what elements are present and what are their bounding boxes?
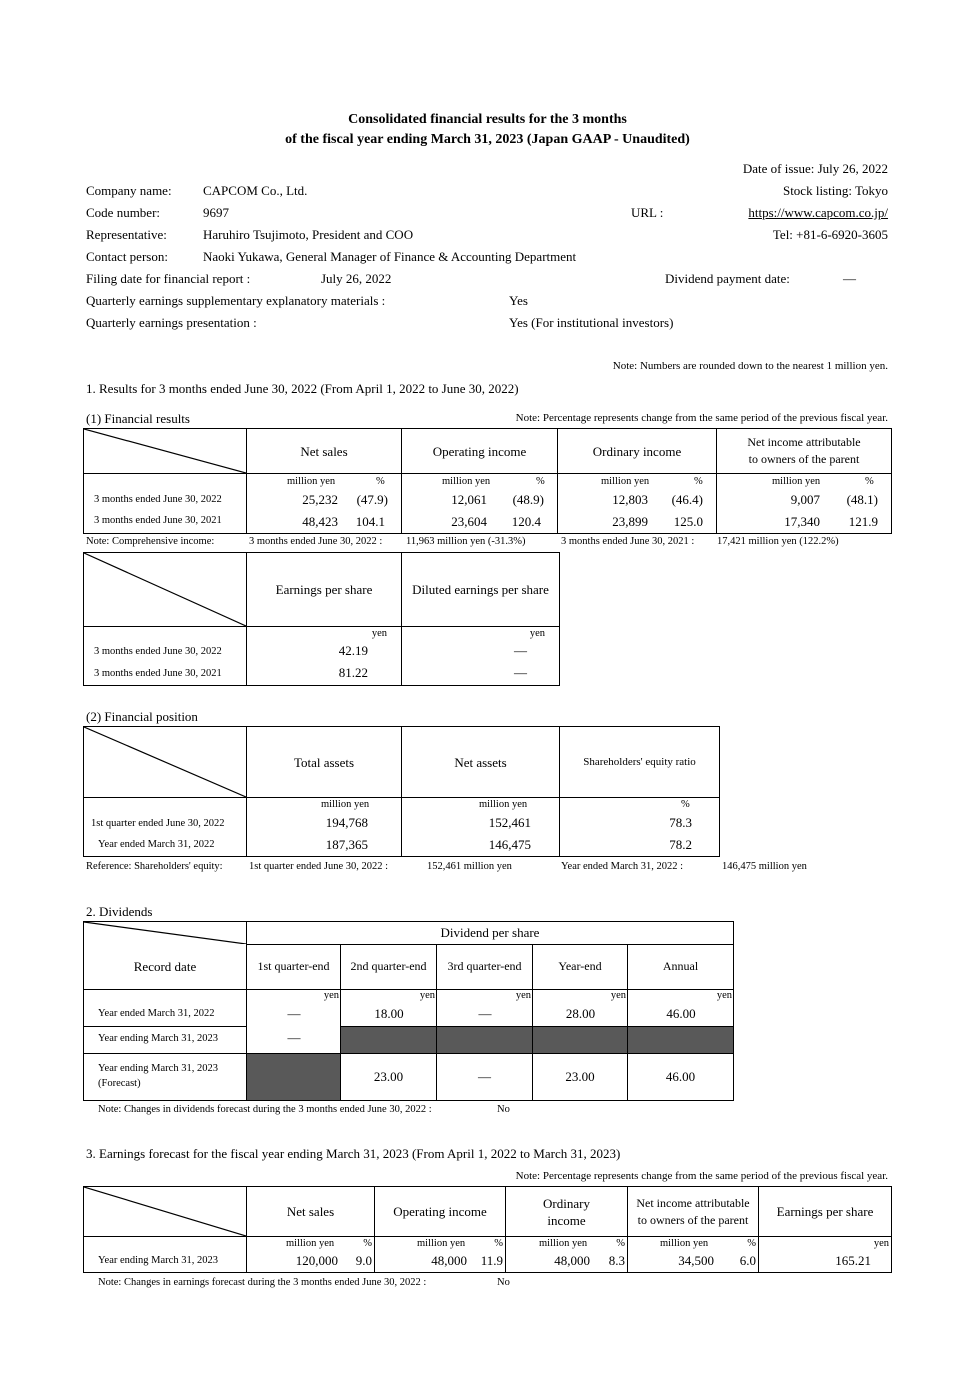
value-cell: 187,365 [325, 837, 368, 852]
value-cell: 28.00 [565, 1005, 596, 1021]
value-cell: 23.00 [341, 1053, 437, 1100]
div-cell [437, 989, 533, 1026]
ci-2022-label: 3 months ended June 30, 2022 : [249, 536, 383, 547]
value-cell: 11.9 [480, 1253, 503, 1268]
row-label-cell [84, 1026, 247, 1053]
forecast-pct-note: Note: Percentage represents change from the same period of the previous fiscal year. [515, 1170, 888, 1182]
diagonal-header-cell [84, 922, 247, 945]
value-cell: ― [437, 1053, 533, 1100]
rounding-note: Note: Numbers are rounded down to the nearest 1 million yen. [612, 360, 888, 372]
value-cell: 12,061 [451, 492, 487, 507]
unit-million-yen: million yen [660, 1238, 709, 1249]
row-label-q1: 1st quarter ended June 30, 2022 [91, 818, 225, 829]
col-net-income-line1: Net income attributable [747, 435, 861, 449]
section1-heading: 1. Results for 3 months ended June 30, 2022 (From April 1, 2022 to June 30, 2022) [86, 381, 519, 396]
forecast-net-sales [247, 1237, 375, 1273]
row-label-year: Year ended March 31, 2022 [98, 839, 215, 850]
diagonal-header-cell [84, 727, 247, 798]
diagonal-header-cell [84, 553, 247, 627]
reference-q1-value: 152,461 million yen [427, 861, 512, 872]
unit-pct: % [747, 1238, 756, 1249]
stock-listing: Stock listing: Tokyo [782, 183, 888, 198]
code-label: Code number: [86, 205, 161, 220]
unit-pct: % [681, 799, 690, 810]
row-label-2021: 3 months ended June 30, 2021 [94, 515, 222, 526]
value-cell: (47.9) [356, 492, 388, 507]
value-cell: 46.00 [628, 1053, 734, 1100]
financial-results-subheading: (1) Financial results [86, 411, 190, 426]
col-ordinary-income: Ordinary income [558, 429, 717, 474]
financial-results-table [83, 428, 892, 534]
telephone: Tel: +81-6-6920-3605 [772, 227, 888, 242]
unit-million-yen: million yen [539, 1238, 588, 1249]
col-net-assets: Net assets [402, 727, 560, 798]
ordinary-income-values [558, 474, 717, 534]
col-ordinary-line2: income [547, 1212, 586, 1228]
dividend-date-label: Dividend payment date: [665, 271, 790, 286]
date-of-issue: Date of issue: July 26, 2022 [742, 161, 888, 176]
row-label-cell [84, 989, 247, 1026]
ci-2022-value: 11,963 million yen (-31.3%) [406, 536, 526, 547]
dividend-per-share-header: Dividend per share [247, 922, 734, 945]
col-eps: Earnings per share [759, 1187, 892, 1237]
earnings-forecast-note-value: No [497, 1277, 510, 1288]
total-assets-values [247, 798, 402, 857]
filing-date-value: July 26, 2022 [321, 271, 392, 286]
section2-heading: 2. Dividends [86, 904, 153, 919]
col-total-assets: Total assets [247, 727, 402, 798]
unit-million-yen: million yen [479, 799, 528, 810]
filing-date-label: Filing date for financial report : [86, 271, 251, 286]
reference-year-value: 146,475 million yen [722, 861, 807, 872]
unit-yen: yen [873, 1238, 889, 1249]
col-net-income-parent [717, 429, 892, 474]
value-cell: 78.3 [669, 815, 692, 830]
row-label-2022: 3 months ended June 30, 2022 [94, 494, 222, 505]
value-cell: 48,000 [554, 1253, 590, 1268]
earnings-forecast-table [83, 1186, 892, 1273]
value-cell: 120,000 [295, 1253, 338, 1268]
presentation-value: Yes (For institutional investors) [509, 315, 674, 330]
unit-pct: % [865, 476, 874, 487]
company-label: Company name: [86, 183, 172, 198]
diagonal-header-cell [84, 1187, 247, 1237]
doc-title-line2: of the fiscal year ending March 31, 2023 (Japan GAAP - Unaudited) [285, 132, 690, 147]
value-cell: 120.4 [511, 514, 541, 529]
pct-change-note: Note: Percentage represents change from the same period of the previous fiscal year. [515, 412, 888, 424]
representative-label: Representative: [86, 227, 167, 242]
value-cell: 46.00 [666, 1005, 696, 1021]
reference-q1-label: 1st quarter ended June 30, 2022 : [249, 861, 389, 872]
diluted-eps-values [402, 627, 560, 686]
value-cell: 104.1 [355, 514, 385, 529]
record-date-header: Record date [84, 944, 247, 989]
row-label-cell [84, 1237, 247, 1273]
equity-ratio-values [560, 798, 720, 857]
eps-table [83, 552, 560, 686]
net-income-values [717, 474, 892, 534]
diagonal-header-cell [84, 429, 247, 474]
col-net-sales: Net sales [247, 1187, 375, 1237]
row-label-2022: 3 months ended June 30, 2022 [94, 646, 222, 657]
div-cell [533, 989, 628, 1026]
financial-position-subheading: (2) Financial position [86, 709, 198, 724]
dividend-date-value: ― [843, 271, 856, 286]
value-cell: 9,007 [790, 492, 820, 507]
shaded-cell [247, 1053, 341, 1100]
unit-million-yen: million yen [601, 476, 650, 487]
value-cell: 17,340 [784, 514, 820, 529]
col-annual: Annual [628, 944, 734, 989]
row-label-forecast-line2: (Forecast) [98, 1077, 141, 1089]
value-cell: 34,500 [678, 1253, 714, 1268]
unit-million-yen: million yen [286, 1238, 335, 1249]
value-cell: (48.1) [846, 492, 878, 507]
section3-heading: 3. Earnings forecast for the fiscal year ending March 31, 2023 (From April 1, 2022 to March 31, 2023) [86, 1146, 621, 1161]
col-3rd-quarter: 3rd quarter-end [437, 944, 533, 989]
col-net-income-line2: to owners of the parent [748, 452, 860, 466]
unit-yen: yen [515, 989, 531, 1001]
value-cell: ― [287, 1005, 301, 1021]
col-1st-quarter: 1st quarter-end [247, 944, 341, 989]
col-net-income-parent [628, 1187, 759, 1237]
value-cell: 152,461 [488, 815, 531, 830]
col-net-income-line2: to owners of the parent [637, 1212, 749, 1227]
unit-million-yen: million yen [321, 799, 370, 810]
row-label-fy2022: Year ended March 31, 2022 [98, 1007, 215, 1019]
net-sales-values [247, 474, 402, 534]
unit-million-yen: million yen [287, 476, 336, 487]
div-cell [247, 1026, 341, 1053]
value-cell: 165.21 [835, 1253, 871, 1268]
value-cell: ― [514, 665, 527, 680]
value-cell: 8.3 [608, 1253, 625, 1268]
unit-pct: % [363, 1238, 372, 1249]
col-net-sales: Net sales [247, 429, 402, 474]
representative-value: Haruhiro Tsujimoto, President and COO [203, 227, 414, 242]
unit-yen: yen [716, 989, 732, 1001]
presentation-label: Quarterly earnings presentation : [86, 315, 257, 330]
unit-pct: % [616, 1238, 625, 1249]
value-cell: 23,604 [451, 514, 487, 529]
value-cell: 194,768 [325, 815, 368, 830]
col-equity-ratio: Shareholders' equity ratio [560, 727, 720, 798]
unit-million-yen: million yen [772, 476, 821, 487]
reference-year-label: Year ended March 31, 2022 : [561, 861, 683, 872]
shaded-cell [437, 1026, 533, 1053]
forecast-eps [759, 1237, 892, 1273]
row-labels-cell [84, 474, 247, 534]
ci-2021-value: 17,421 million yen (122.2%) [717, 536, 839, 547]
value-cell: 81.22 [338, 665, 368, 680]
div-cell [247, 989, 341, 1026]
value-cell: (46.4) [671, 492, 703, 507]
financial-position-table [83, 726, 720, 857]
dividends-forecast-note: Note: Changes in dividends forecast during the 3 months ended June 30, 2022 : [98, 1104, 432, 1115]
row-label-cell [84, 1053, 247, 1100]
unit-yen: yen [610, 989, 626, 1001]
col-diluted-eps: Diluted earnings per share [402, 553, 560, 627]
value-cell: ― [478, 1005, 492, 1021]
unit-million-yen: million yen [442, 476, 491, 487]
col-2nd-quarter: 2nd quarter-end [341, 944, 437, 989]
col-ordinary-income [506, 1187, 628, 1237]
unit-pct: % [536, 476, 545, 487]
unit-yen: yen [323, 989, 339, 1001]
value-cell: 78.2 [669, 837, 692, 852]
earnings-forecast-note: Note: Changes in earnings forecast during the 3 months ended June 30, 2022 : [98, 1277, 427, 1288]
doc-title-line1: Consolidated financial results for the 3 months [348, 112, 627, 127]
supplementary-materials-label: Quarterly earnings supplementary explanatory materials : [86, 293, 386, 308]
col-operating-income: Operating income [375, 1187, 506, 1237]
value-cell: 25,232 [302, 492, 338, 507]
value-cell: 9.0 [355, 1253, 372, 1268]
company-url-link[interactable]: https://www.capcom.co.jp/ [748, 205, 888, 220]
url-label: URL : [631, 205, 664, 220]
value-cell: 125.0 [673, 514, 703, 529]
value-cell: 23,899 [612, 514, 648, 529]
forecast-net-income [628, 1237, 759, 1273]
div-cell [341, 989, 437, 1026]
contact-value: Naoki Yukawa, General Manager of Finance & Accounting Department [203, 249, 577, 264]
row-label-fy2023: Year ending March 31, 2023 [98, 1255, 218, 1266]
shaded-cell [341, 1026, 437, 1053]
value-cell: 18.00 [374, 1005, 404, 1021]
value-cell: 48,423 [302, 514, 338, 529]
operating-income-values [402, 474, 558, 534]
value-cell: 6.0 [739, 1253, 756, 1268]
reference-label: Reference: Shareholders' equity: [86, 861, 223, 872]
value-cell: 12,803 [612, 492, 648, 507]
forecast-operating-income [375, 1237, 506, 1273]
row-labels-cell [84, 798, 247, 857]
row-label-forecast-line1: Year ending March 31, 2023 [98, 1062, 218, 1074]
unit-pct: % [376, 476, 385, 487]
unit-yen: yen [529, 628, 545, 639]
comprehensive-income-note-label: Note: Comprehensive income: [86, 536, 215, 547]
dividends-table [83, 921, 734, 1101]
value-cell: 146,475 [488, 837, 531, 852]
shaded-cell [628, 1026, 734, 1053]
eps-values [247, 627, 402, 686]
row-label-2021: 3 months ended June 30, 2021 [94, 668, 222, 679]
value-cell: 48,000 [431, 1253, 467, 1268]
dividends-forecast-note-value: No [497, 1104, 510, 1115]
value-cell: ― [287, 1030, 301, 1046]
unit-yen: yen [419, 989, 435, 1001]
value-cell: (48.9) [512, 492, 544, 507]
forecast-ordinary-income [506, 1237, 628, 1273]
row-labels-cell [84, 627, 247, 686]
col-net-income-line1: Net income attributable [636, 1195, 750, 1210]
value-cell: 23.00 [533, 1053, 628, 1100]
div-cell [628, 989, 734, 1026]
contact-label: Contact person: [86, 249, 168, 264]
unit-pct: % [494, 1238, 503, 1249]
unit-pct: % [694, 476, 703, 487]
code-value: 9697 [203, 205, 229, 220]
company-value: CAPCOM Co., Ltd. [203, 183, 308, 198]
ci-2021-label: 3 months ended June 30, 2021 : [561, 536, 695, 547]
col-operating-income: Operating income [402, 429, 558, 474]
supplementary-materials-value: Yes [509, 293, 528, 308]
col-eps: Earnings per share [247, 553, 402, 627]
value-cell: 42.19 [338, 643, 368, 658]
shaded-cell [533, 1026, 628, 1053]
col-ordinary-line1: Ordinary [543, 1195, 590, 1211]
value-cell: ― [514, 643, 527, 658]
unit-million-yen: million yen [417, 1238, 466, 1249]
unit-yen: yen [371, 628, 387, 639]
net-assets-values [402, 798, 560, 857]
value-cell: 121.9 [848, 514, 878, 529]
col-year-end: Year-end [533, 944, 628, 989]
row-label-fy2023: Year ending March 31, 2023 [98, 1032, 218, 1044]
